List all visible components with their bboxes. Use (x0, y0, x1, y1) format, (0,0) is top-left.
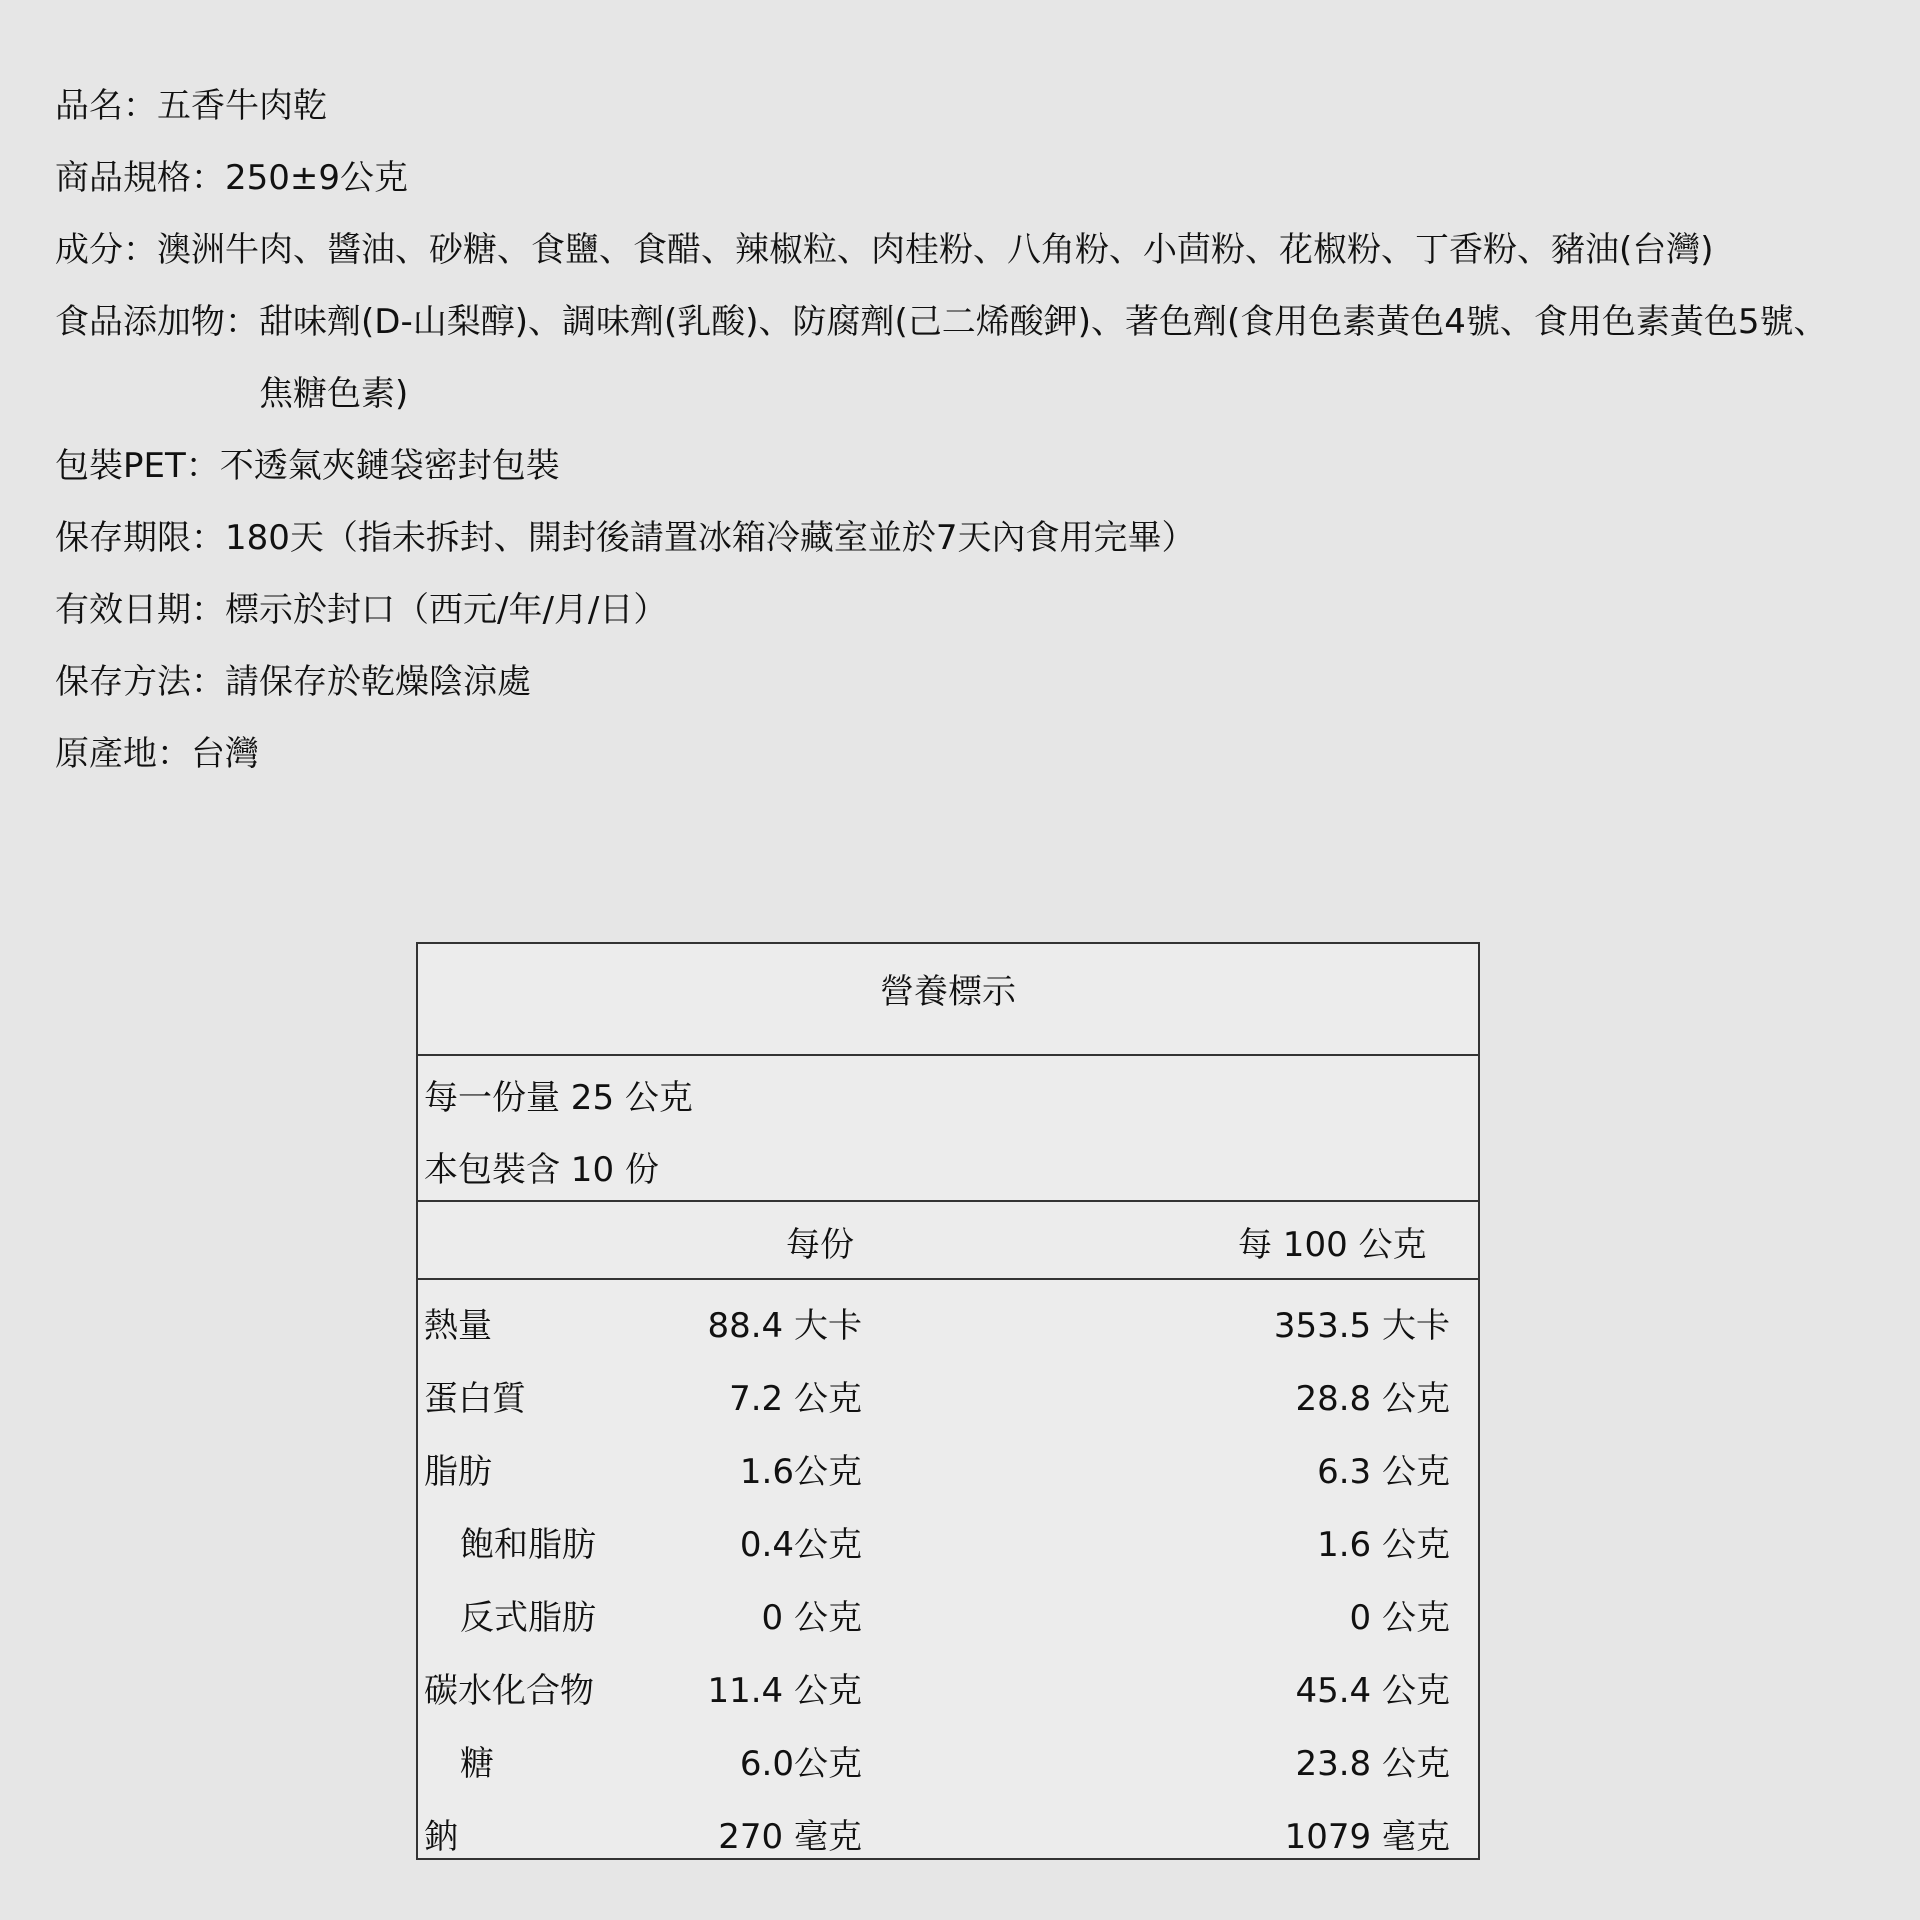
info-row-product-name (55, 70, 1875, 142)
table-row (418, 1353, 1478, 1426)
nutrient-per-100g: 353.5 大卡 (1273, 1306, 1450, 1346)
info-row-storage (55, 646, 1875, 718)
info-label: 保存期限： (55, 518, 225, 558)
info-row-spec (55, 142, 1875, 214)
info-row-shelf-life (55, 502, 1875, 574)
nutrition-header-row (418, 1202, 1478, 1280)
nutrient-per-100g: 0 公克 (1349, 1598, 1450, 1638)
info-value: 請保存於乾燥陰涼處 (225, 662, 531, 702)
nutrient-per-100g: 28.8 公克 (1295, 1379, 1450, 1419)
servings-per-pack: 本包裝含 10 份 (424, 1150, 659, 1190)
info-row-additives (55, 286, 1875, 430)
table-row (418, 1572, 1478, 1645)
info-label: 保存方法： (55, 662, 225, 702)
info-value: 180天（指未拆封、開封後請置冰箱冷藏室並於7天內食用完畢） (225, 518, 1196, 558)
info-value: 五香牛肉乾 (157, 86, 327, 126)
nutrient-name: 反式脂肪 (460, 1598, 596, 1638)
info-value: 澳洲牛肉、醬油、砂糖、食鹽、食醋、辣椒粒、肉桂粉、八角粉、小茴粉、花椒粉、丁香粉、豬油(台灣) (157, 230, 1714, 270)
nutrient-per-serving: 6.0公克 (739, 1744, 862, 1784)
nutrient-name: 鈉 (424, 1817, 458, 1857)
nutrient-name: 熱量 (424, 1306, 492, 1346)
info-label: 成分： (55, 230, 157, 270)
info-label: 有效日期： (55, 590, 225, 630)
nutrient-per-100g: 1079 毫克 (1284, 1817, 1450, 1857)
nutrient-per-100g: 23.8 公克 (1295, 1744, 1450, 1784)
nutrient-per-serving: 88.4 大卡 (707, 1306, 862, 1346)
nutrient-per-serving: 0.4公克 (739, 1525, 862, 1565)
table-row (418, 1499, 1478, 1572)
info-label: 商品規格： (55, 158, 225, 198)
nutrient-per-100g: 1.6 公克 (1317, 1525, 1450, 1565)
nutrient-name: 碳水化合物 (424, 1671, 594, 1711)
nutrient-per-serving: 7.2 公克 (729, 1379, 862, 1419)
info-label: 包裝PET： (55, 446, 220, 486)
info-value: 甜味劑(D-山梨醇)、調味劑(乳酸)、防腐劑(己二烯酸鉀)、著色劑(食用色素黃色4號、食用色素黃色5號、焦糖色素) (259, 302, 1828, 414)
nutrition-table (416, 942, 1480, 1860)
nutrient-per-serving: 0 公克 (761, 1598, 862, 1638)
table-row (418, 1280, 1478, 1353)
nutrient-per-100g: 45.4 公克 (1295, 1671, 1450, 1711)
table-row (418, 1791, 1478, 1864)
nutrition-rows (418, 1280, 1478, 1864)
col-header-per-100g: 每 100 公克 (1238, 1225, 1427, 1265)
table-row (418, 1426, 1478, 1499)
info-value: 台灣 (191, 734, 259, 774)
nutrient-name: 脂肪 (424, 1452, 492, 1492)
info-row-ingredients (55, 214, 1875, 286)
nutrient-per-100g: 6.3 公克 (1317, 1452, 1450, 1492)
info-row-origin (55, 718, 1875, 790)
col-header-per-serving: 每份 (786, 1225, 854, 1265)
info-label: 食品添加物： (55, 302, 259, 342)
nutrient-name: 蛋白質 (424, 1379, 526, 1419)
product-info (55, 70, 1875, 790)
serving-info (418, 1056, 1478, 1202)
info-row-expiry (55, 574, 1875, 646)
nutrient-per-serving: 11.4 公克 (707, 1671, 862, 1711)
info-value: 250±9公克 (225, 158, 409, 198)
nutrient-per-serving: 270 毫克 (718, 1817, 862, 1857)
nutrient-name: 糖 (460, 1744, 494, 1784)
info-label: 品名： (55, 86, 157, 126)
info-row-packaging (55, 430, 1875, 502)
nutrient-per-serving: 1.6公克 (739, 1452, 862, 1492)
info-value: 不透氣夾鏈袋密封包裝 (219, 446, 560, 486)
serving-size: 每一份量 25 公克 (424, 1078, 693, 1118)
table-row (418, 1718, 1478, 1791)
table-row (418, 1645, 1478, 1718)
info-label: 原產地： (55, 734, 191, 774)
nutrition-title: 營養標示 (418, 944, 1478, 1056)
info-value: 標示於封口（西元/年/月/日） (225, 590, 668, 630)
nutrient-name: 飽和脂肪 (460, 1525, 596, 1565)
